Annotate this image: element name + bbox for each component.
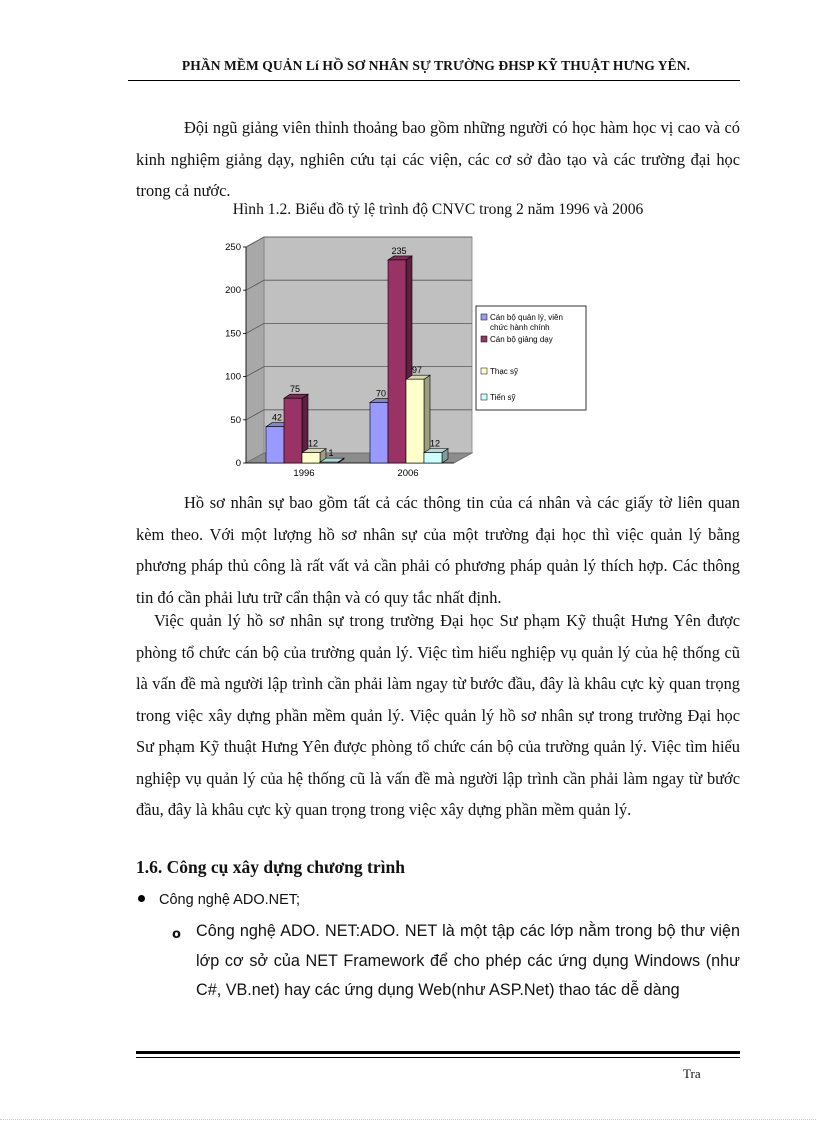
- y-tick-label: 50: [230, 414, 241, 426]
- data-label: 75: [289, 384, 301, 395]
- circle-bullet-icon: o: [172, 927, 181, 942]
- y-tick-label: 150: [225, 328, 241, 340]
- page-number: Tra: [683, 1066, 701, 1081]
- records-paragraph: Hồ sơ nhân sự bao gồm tất cả các thông tin của cá nhân và các giấy tờ liên quan kèm theo. Với một lượng hồ sơ nhân sự của một trường đại học thì việc quản lý bằng phương pháp thủ công là rất vất vả cần phải có phương pháp quản lý thích hợp. Các thông tin đó cần phải lưu trữ cẩn thận và có quy tắc nhất định.: [136, 493, 740, 607]
- footer-rule-thin: [136, 1057, 740, 1058]
- bar: [320, 462, 338, 463]
- data-label: 42: [271, 412, 283, 423]
- page-bottom-border: [0, 1119, 816, 1120]
- header-rule: [128, 80, 740, 81]
- data-label: 235: [391, 245, 407, 256]
- bar: [370, 403, 388, 463]
- legend-swatch: [481, 336, 487, 342]
- chart-legend: [476, 306, 586, 410]
- data-label: 97: [411, 365, 423, 376]
- bar: [388, 260, 406, 463]
- y-tick-label: 0: [235, 458, 241, 469]
- legend-label: Thạc sỹ: [490, 367, 519, 376]
- bullet-text: Công nghệ ADO.NET;: [159, 892, 301, 908]
- legend-swatch: [481, 314, 487, 320]
- management-paragraph: Việc quản lý hồ sơ nhân sự trong trường Đại học Sư phạm Kỹ thuật Hưng Yên được phòng tổ chức cán bộ của trường quản lý. Việc tìm hiểu nghiệp vụ quản lý của hệ thống cũ là vấn đề mà người lập trình cần phải làm ngay từ bước đầu, đây là khâu cực kỳ quan trọng trong việc xây dựng phần mềm quản lý. Việc quản lý hồ sơ nhân sự trong trường Đại học Sư phạm Kỹ thuật Hưng Yên được phòng tổ chức cán bộ của trường quản lý. Việc tìm hiểu nghiệp vụ quản lý của hệ thống cũ là vấn đề mà người lập trình cần phải làm ngay từ bước đầu, đây là khâu cực kỳ quan trọng trong việc xây dựng phần mềm quản lý.: [136, 611, 740, 819]
- legend-label: Cán bộ quản lý, viên: [490, 313, 563, 322]
- page-header-title: PHẦN MỀM QUẢN Lí HỒ SƠ NHÂN SỰ TRƯỜNG ĐHSP KỸ THUẬT HƯNG YÊN.: [181, 58, 691, 73]
- bar: [302, 453, 320, 463]
- section-heading: 1.6. Công cụ xây dựng chương trình: [136, 857, 405, 877]
- data-label: 12: [429, 438, 441, 449]
- y-tick-label: 200: [225, 285, 241, 297]
- chart-svg: [222, 232, 590, 482]
- sub-bullet-text: Công nghệ ADO. NET:ADO. NET là một tập các lớp nằm trong bộ thư viện lớp cơ sở của NET Framework để cho phép các ứng dụng Windows (như C#, VB.net) hay các ứng dụng Web(như ASP.Net) thao tác dễ dàng: [196, 922, 740, 999]
- bullet-item-adonet: [136, 892, 300, 908]
- legend-label: Cán bộ giảng dạy: [490, 335, 553, 344]
- bar: [424, 453, 442, 463]
- bar: [284, 398, 302, 463]
- bullet-dot-icon: [138, 895, 145, 902]
- chart: [222, 232, 590, 482]
- legend-swatch: [481, 394, 487, 400]
- legend-swatch: [481, 368, 487, 374]
- intro-paragraph: Đội ngũ giảng viên thỉnh thoảng bao gồm những người có học hàm học vị cao và có kinh nghiệm giảng dạy, nghiên cứu tại các viện, các cơ sở đào tạo và các trường đại học trong cả nước.: [136, 118, 740, 200]
- figure-caption: Hình 1.2. Biểu đồ tỷ lệ trình độ CNVC trong 2 năm 1996 và 2006: [232, 201, 644, 218]
- data-label: 70: [375, 388, 387, 399]
- legend-label-cont: chức hành chính: [490, 323, 550, 332]
- bar: [406, 379, 424, 463]
- legend-label: Tiến sỹ: [490, 393, 516, 402]
- y-tick-label: 100: [225, 371, 241, 383]
- footer-rule-thick: [136, 1051, 740, 1054]
- x-tick-label: 2006: [397, 468, 419, 479]
- plot-side-wall: [246, 237, 264, 463]
- y-tick-label: 250: [225, 242, 241, 253]
- data-label: 12: [307, 438, 319, 449]
- x-tick-label: 1996: [293, 468, 315, 479]
- bar: [266, 427, 284, 463]
- data-label: 1: [328, 448, 334, 459]
